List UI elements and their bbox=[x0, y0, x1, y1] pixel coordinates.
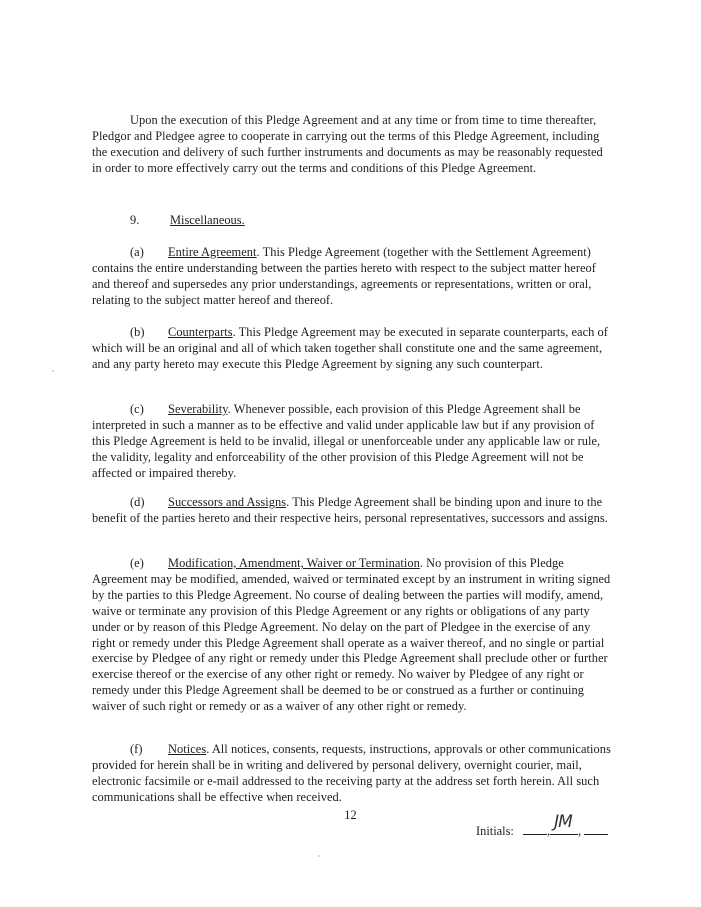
initials-separator: , bbox=[578, 824, 582, 838]
clause-body: . This Pledge Agreement (together with the Settlement Agreement) contains the entire understanding between the parties hereto with respect to the subject matter hereof and thereof and supersedes any prior understandings, agreements or representations, written or oral, relating to the subject matter hereof and thereof. bbox=[92, 245, 596, 307]
clause-heading: Entire Agreement bbox=[168, 245, 257, 259]
intro-paragraph: Upon the execution of this Pledge Agreement and at any time or from time to time thereafter, Pledgor and Pledgee agree to cooperate in carrying out the terms of this Pledge Agreement, including the execution and delivery of such further instruments and documents as may be reasonably requested in order to more effectively carry out the terms and conditions of this Pledge Agreement. bbox=[92, 113, 603, 175]
clause-heading: Modification, Amendment, Waiver or Termination bbox=[168, 556, 420, 570]
clause-marker: (d) bbox=[130, 495, 145, 509]
clause-marker: (b) bbox=[130, 325, 145, 339]
initials-blank-1 bbox=[523, 822, 547, 835]
section-number: 9. bbox=[130, 213, 140, 227]
clause-heading: Counterparts bbox=[168, 325, 233, 339]
section-title: Miscellaneous. bbox=[170, 213, 245, 227]
clause-marker: (f) bbox=[130, 742, 143, 756]
clause-marker: (e) bbox=[130, 556, 144, 570]
clause-body: . This Pledge Agreement may be executed in separate counterparts, each of which will be an original and all of which taken together shall constitute one and the same agreement, and any party hereto may execute this Pledge Agreement by signing any such counterpart. bbox=[92, 325, 608, 371]
initials-blank-2 bbox=[550, 812, 578, 835]
clause-severability bbox=[92, 402, 614, 482]
clause-heading: Successors and Assigns bbox=[168, 495, 287, 509]
scan-speck bbox=[52, 370, 54, 372]
section-heading bbox=[130, 213, 245, 229]
clause-successors-and-assigns bbox=[92, 495, 614, 527]
clause-marker: (c) bbox=[130, 402, 144, 416]
clause-heading: Notices bbox=[168, 742, 207, 756]
initials-separator: , bbox=[546, 824, 551, 838]
scan-speck bbox=[318, 855, 320, 857]
clause-heading: Severability bbox=[168, 402, 228, 416]
clause-body: . Whenever possible, each provision of this Pledge Agreement shall be interpreted in such a manner as to be effective and valid under applicable law but if any provision of this Pledge Agreement is held to be invalid, illegal or unenforceable under any applicable law or rule, the validity, legality and enforceability of the other provision of this Pledge Agreement will not be affected or impaired thereby. bbox=[92, 402, 601, 480]
initials-label: Initials: bbox=[476, 824, 514, 838]
clause-marker: (a) bbox=[130, 245, 144, 259]
initials-line bbox=[476, 812, 608, 839]
clause-notices bbox=[92, 742, 614, 806]
clause-modification bbox=[92, 556, 614, 715]
initials-signature: JM bbox=[554, 812, 572, 832]
clause-entire-agreement bbox=[92, 245, 614, 309]
clause-counterparts bbox=[92, 325, 614, 373]
clause-body: . No provision of this Pledge Agreement may be modified, amended, waived or terminated except by an instrument in writing signed by the parties to this Pledge Agreement. No course of dealing between the parties will modify, amend, waive or terminate any provision of this Pledge Agreement or any rights or obligations of any party under or by reason of this Pledge Agreement. No delay on the part of Pledgee in the exercise of any right or remedy under this Pledge Agreement shall operate as a waiver thereof, and no single or partial exercise by Pledgee of any right or remedy under this Pledge Agreement shall preclude other or further exercise thereof or the exercise of any other right or remedy. No waiver by Pledgee of any right or remedy under this Pledge Agreement shall be deemed to be or construed as a further or continuing waiver of such right or remedy or as a waiver of any other right or remedy. bbox=[92, 556, 611, 714]
clause-body: . All notices, consents, requests, instructions, approvals or other communications provided for herein shall be in writing and delivered by personal delivery, overnight courier, mail, electronic facsimile or e-mail addressed to the receiving party at the address set forth herein. All such communications shall be effective when received. bbox=[92, 742, 611, 804]
clause-body: . This Pledge Agreement shall be binding upon and inure to the benefit of the parties hereto and their respective heirs, personal representatives, successors and assigns. bbox=[92, 495, 608, 525]
page-number: 12 bbox=[344, 808, 357, 822]
initials-blank-3 bbox=[584, 822, 608, 835]
